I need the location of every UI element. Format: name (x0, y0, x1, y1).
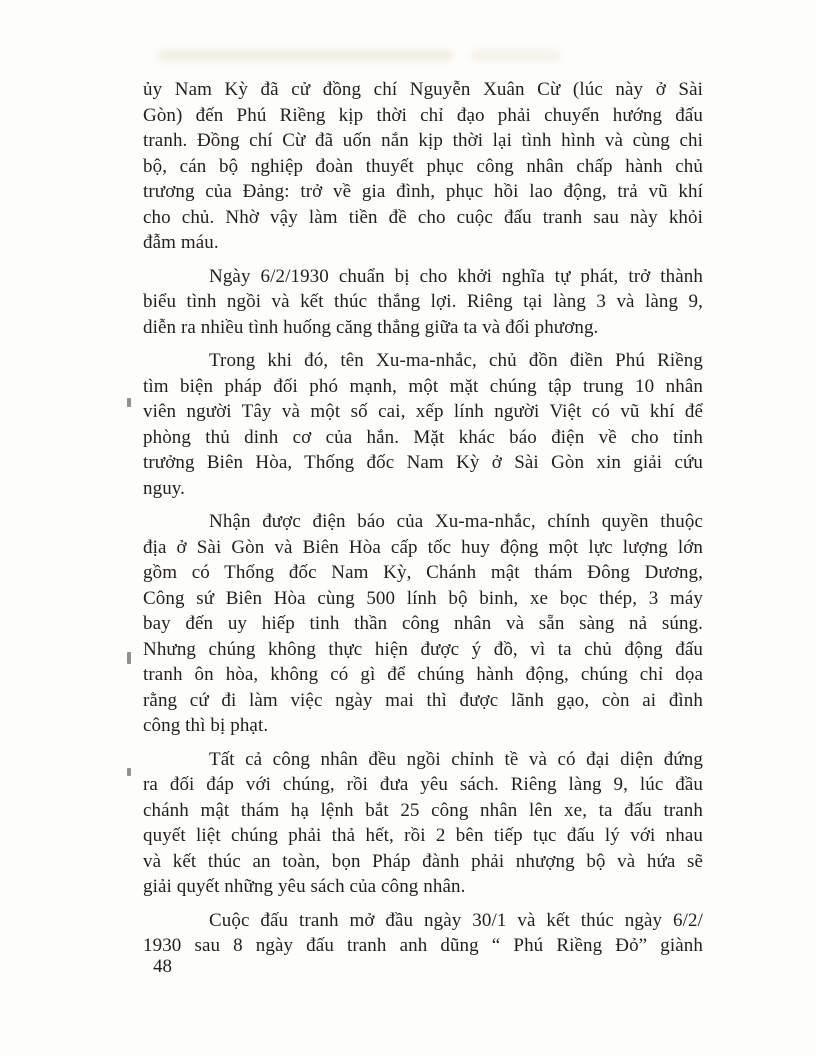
body-text-block (143, 77, 703, 967)
text-line: quyết liệt chúng phải thả hết, rồi 2 bên tiếp tục đấu lý với nhau (143, 825, 703, 846)
text-line: tranh ôn hòa, không có gì để chúng hành động, chúng chỉ dọa (143, 664, 703, 685)
text-line: chánh mật thám hạ lệnh bắt 25 công nhân lên xe, ta đấu tranh (143, 799, 703, 821)
text-line: viên người Tây và một số cai, xếp lính người Việt có vũ khí để (143, 401, 703, 422)
text-line: bay đến uy hiếp tinh thần công nhân và sẵn sàng nả súng. (143, 613, 703, 634)
text-line: biểu tình ngồi và kết thúc thắng lợi. Riêng tại làng 3 và làng 9, (143, 291, 703, 312)
text-line: trương của Đảng: trở về gia đình, phục hồi lao động, trả vũ khí (143, 181, 703, 202)
scan-ghost-artifact (158, 49, 453, 62)
text-line: Gòn) đến Phú Riềng kịp thời chỉ đạo phải chuyển hướng đấu (143, 104, 703, 126)
paragraph-1 (143, 77, 703, 256)
text-line: Công sứ Biên Hòa cùng 500 lính bộ binh, xe bọc thép, 3 máy (143, 587, 703, 609)
page-number: 48 (153, 956, 172, 977)
text-line: gồm có Thống đốc Nam Kỳ, Chánh mật thám Đông Dương, (143, 562, 703, 583)
text-line: Cuộc đấu tranh mở đầu ngày 30/1 và kết thúc ngày 6/2/ (209, 909, 703, 931)
text-line: đẫm máu. (143, 232, 219, 253)
text-line: ra đối đáp với chúng, rồi đưa yêu sách. Riêng làng 9, lúc đầu (143, 774, 703, 795)
paragraph-2 (143, 264, 703, 341)
paragraph-6 (143, 908, 703, 959)
scan-margin-fleck (127, 398, 131, 407)
text-line: phòng thủ dinh cơ của hắn. Mặt khác báo điện về cho tỉnh (143, 426, 703, 448)
text-line: cho chủ. Nhờ vậy làm tiền đề cho cuộc đấu tranh sau này khỏi (143, 206, 703, 228)
text-line: Ngày 6/2/1930 chuẩn bị cho khởi nghĩa tự phát, trở thành (209, 265, 703, 287)
text-line: Tất cả công nhân đều ngồi chỉnh tề và có đại diện đứng (209, 748, 703, 770)
text-line: và kết thúc an toàn, bọn Pháp đành phải nhượng bộ và hứa sẽ (143, 850, 703, 872)
scan-margin-fleck (127, 768, 131, 776)
text-line: tìm biện pháp đối phó mạnh, một mặt chúng tập trung 10 nhân (143, 375, 703, 397)
paragraph-5 (143, 747, 703, 900)
text-line: địa ở Sài Gòn và Biên Hòa cấp tốc huy động một lực lượng lớn (143, 536, 703, 558)
text-line: tranh. Đồng chí Cừ đã uốn nắn kịp thời lại tình hình và cùng chi (143, 130, 703, 151)
text-line: nguy. (143, 477, 186, 499)
text-line: diễn ra nhiều tình huống căng thẳng giữa ta và đối phương. (143, 316, 599, 338)
text-line: Trong khi đó, tên Xu-ma-nhắc, chủ đồn điền Phú Riềng (209, 350, 703, 371)
text-line: Nhận được điện báo của Xu-ma-nhắc, chính quyền thuộc (209, 511, 703, 532)
text-line: bộ, cán bộ nghiệp đoàn thuyết phục công nhân chấp hành chủ (143, 155, 703, 177)
scan-margin-fleck (127, 652, 131, 664)
scan-ghost-artifact (470, 49, 560, 62)
paragraph-4 (143, 509, 703, 739)
text-line: trưởng Biên Hòa, Thống đốc Nam Kỳ ở Sài Gòn xin giải cứu (143, 452, 703, 473)
text-line: giải quyết những yêu sách của công nhân. (143, 876, 466, 897)
text-line: ủy Nam Kỳ đã cử đồng chí Nguyễn Xuân Cừ (lúc này ở Sài (143, 79, 703, 100)
paragraph-3 (143, 348, 703, 501)
text-line: công thì bị phạt. (143, 715, 269, 736)
text-line: 1930 sau 8 ngày đấu tranh anh dũng “ Phú Riềng Đỏ” giành (143, 935, 703, 956)
text-line: Nhưng chúng không thực hiện được ý đồ, vì ta chủ động đấu (143, 638, 703, 660)
text-line: rằng cứ đi làm việc ngày mai thì được lãnh gạo, còn ai đình (143, 689, 703, 711)
